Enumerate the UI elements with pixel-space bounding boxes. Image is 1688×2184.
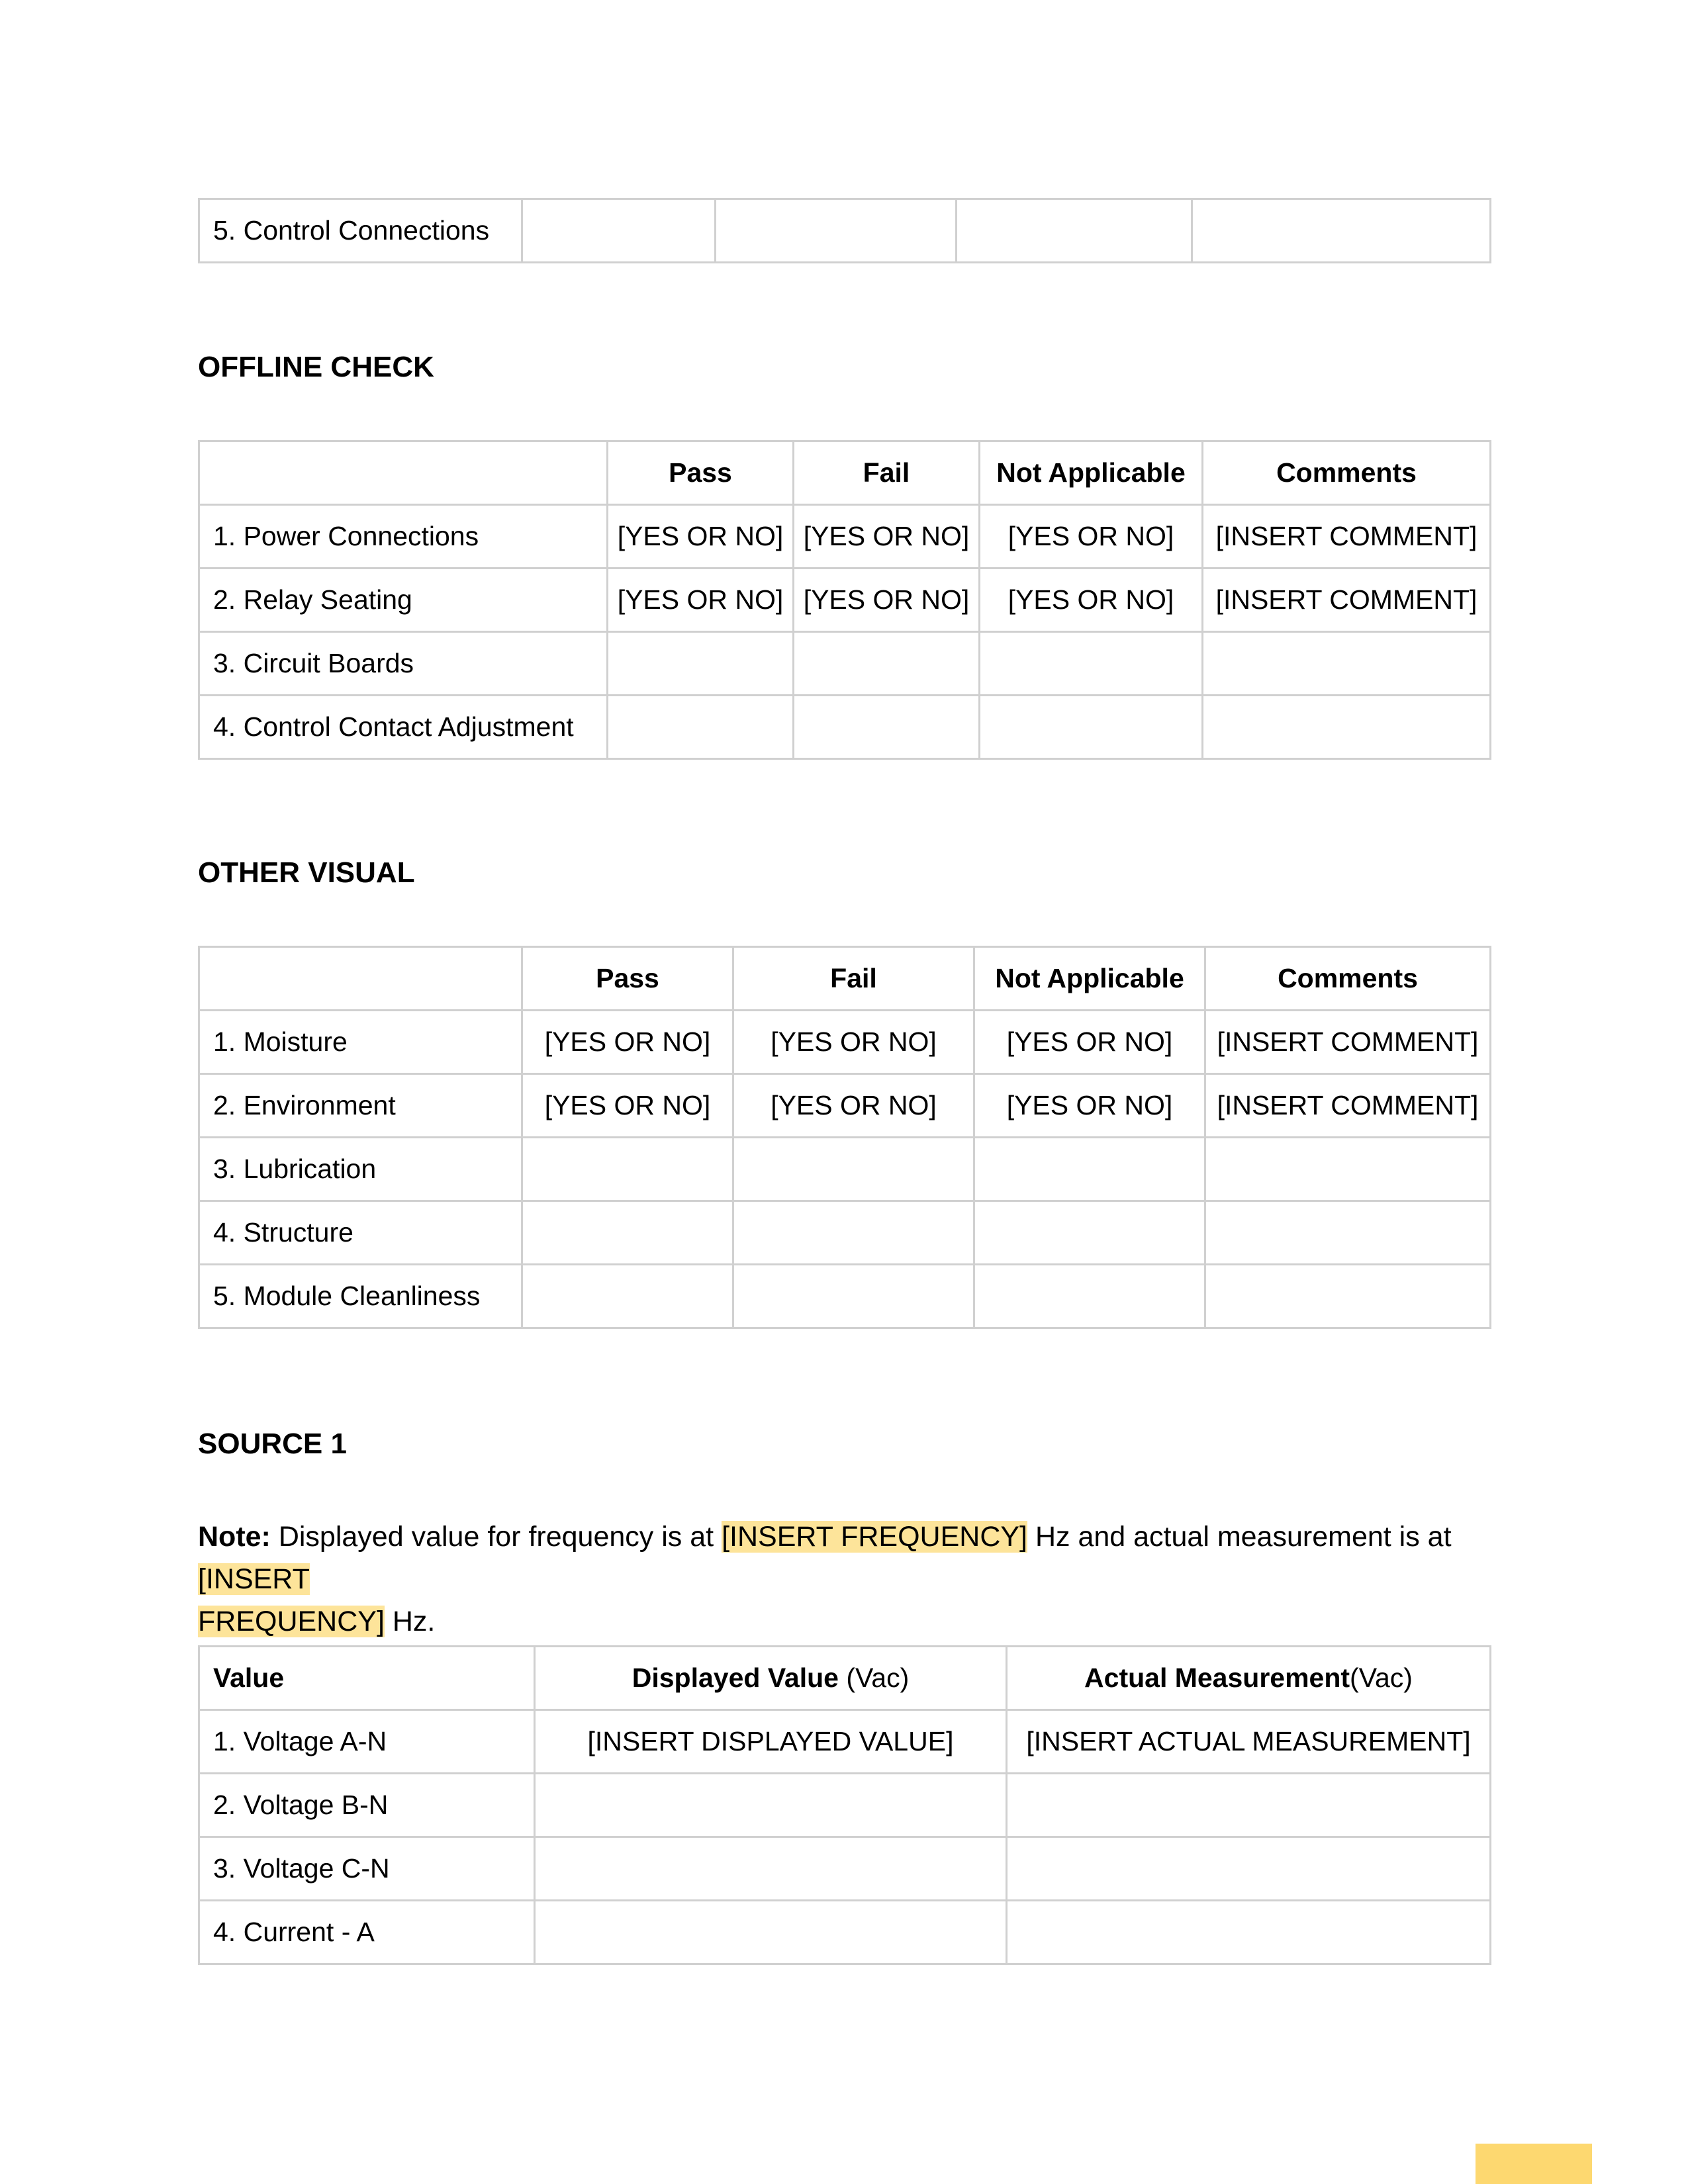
column-header-fail: Fail <box>733 947 974 1011</box>
table-row <box>199 1074 1491 1138</box>
control-connections-table <box>198 198 1489 263</box>
table-cell: [YES OR NO] <box>974 1011 1205 1074</box>
row-label: 5. Module Cleanliness <box>199 1265 522 1328</box>
table-cell <box>1203 696 1491 759</box>
table-cell <box>957 199 1192 263</box>
table-header-row <box>199 441 1491 505</box>
row-label: 2. Voltage B-N <box>199 1774 535 1837</box>
row-label: 2. Environment <box>199 1074 522 1138</box>
table-cell <box>733 1265 974 1328</box>
note-text: Hz and actual measurement is at <box>1027 1521 1452 1553</box>
row-label: 3. Voltage C-N <box>199 1837 535 1901</box>
table-cell <box>1192 199 1491 263</box>
frequency-placeholder: FREQUENCY] <box>198 1606 385 1637</box>
column-header-pass: Pass <box>522 947 733 1011</box>
row-label: 3. Circuit Boards <box>199 632 608 696</box>
table-cell <box>522 1201 733 1265</box>
column-header-fail: Fail <box>794 441 980 505</box>
table-cell <box>974 1265 1205 1328</box>
offline-check-table <box>198 440 1489 760</box>
table-cell: [YES OR NO] <box>522 1074 733 1138</box>
table-row <box>199 1710 1491 1774</box>
table-row <box>199 696 1491 759</box>
frequency-placeholder: [INSERT <box>198 1563 310 1595</box>
table-cell <box>1007 1901 1491 1964</box>
table-row <box>199 1265 1491 1328</box>
column-header-displayed-value: Displayed Value (Vac) <box>535 1647 1007 1710</box>
table-cell <box>794 632 980 696</box>
table-cell: [YES OR NO] <box>733 1011 974 1074</box>
table-cell: [INSERT ACTUAL MEASUREMENT] <box>1007 1710 1491 1774</box>
table-cell: [YES OR NO] <box>980 569 1203 632</box>
table-cell: [INSERT COMMENT] <box>1205 1074 1491 1138</box>
table-row <box>199 632 1491 696</box>
column-header-comments: Comments <box>1205 947 1491 1011</box>
table-cell <box>1205 1265 1491 1328</box>
column-header-actual-measurement: Actual Measurement(Vac) <box>1007 1647 1491 1710</box>
table-cell <box>1203 632 1491 696</box>
table-cell: [YES OR NO] <box>794 569 980 632</box>
table-header-row <box>199 947 1491 1011</box>
table-cell <box>733 1201 974 1265</box>
table-cell <box>1007 1774 1491 1837</box>
table-cell <box>535 1901 1007 1964</box>
table-row <box>199 1774 1491 1837</box>
column-header <box>199 441 608 505</box>
table-cell <box>1007 1837 1491 1901</box>
frequency-placeholder: [INSERT FREQUENCY] <box>722 1521 1027 1553</box>
column-header-value: Value <box>199 1647 535 1710</box>
table-cell <box>974 1201 1205 1265</box>
table-cell: [YES OR NO] <box>608 505 794 569</box>
row-label: 4. Current - A <box>199 1901 535 1964</box>
page-corner-tab <box>1476 2144 1592 2184</box>
other-visual-table <box>198 946 1489 1329</box>
table-cell <box>522 1265 733 1328</box>
table-cell: [INSERT COMMENT] <box>1205 1011 1491 1074</box>
offline-check-heading: OFFLINE CHECK <box>198 351 434 383</box>
table-cell <box>608 632 794 696</box>
row-label: 2. Relay Seating <box>199 569 608 632</box>
table-cell <box>522 1138 733 1201</box>
column-header <box>199 947 522 1011</box>
table-cell: [YES OR NO] <box>980 505 1203 569</box>
table-row <box>199 1011 1491 1074</box>
table-cell: [INSERT COMMENT] <box>1203 505 1491 569</box>
column-header-comments: Comments <box>1203 441 1491 505</box>
table-row <box>199 199 1491 263</box>
column-header-not-applicable: Not Applicable <box>974 947 1205 1011</box>
table-cell <box>608 696 794 759</box>
table-cell <box>716 199 957 263</box>
table-cell: [INSERT DISPLAYED VALUE] <box>535 1710 1007 1774</box>
row-label: 4. Control Contact Adjustment <box>199 696 608 759</box>
frequency-note <box>198 1516 1489 1643</box>
table-cell <box>535 1774 1007 1837</box>
source-1-table <box>198 1645 1489 1965</box>
table-cell: [YES OR NO] <box>733 1074 974 1138</box>
row-label: 1. Moisture <box>199 1011 522 1074</box>
table-cell <box>974 1138 1205 1201</box>
column-header-not-applicable: Not Applicable <box>980 441 1203 505</box>
table-row <box>199 569 1491 632</box>
table-cell: [YES OR NO] <box>794 505 980 569</box>
table-cell <box>535 1837 1007 1901</box>
note-label: Note: <box>198 1521 271 1553</box>
table-header-row <box>199 1647 1491 1710</box>
note-text: Hz. <box>384 1606 436 1637</box>
table-cell <box>1205 1201 1491 1265</box>
table-cell: [INSERT COMMENT] <box>1203 569 1491 632</box>
row-label: 1. Power Connections <box>199 505 608 569</box>
table-cell: [YES OR NO] <box>608 569 794 632</box>
source-1-heading: SOURCE 1 <box>198 1428 347 1460</box>
table-row <box>199 505 1491 569</box>
table-cell <box>1205 1138 1491 1201</box>
row-label: 4. Structure <box>199 1201 522 1265</box>
row-label: 5. Control Connections <box>199 199 522 263</box>
table-cell <box>522 199 716 263</box>
table-cell: [YES OR NO] <box>974 1074 1205 1138</box>
column-header-pass: Pass <box>608 441 794 505</box>
table-row <box>199 1901 1491 1964</box>
table-row <box>199 1138 1491 1201</box>
table-cell <box>733 1138 974 1201</box>
other-visual-heading: OTHER VISUAL <box>198 856 415 889</box>
table-cell <box>980 632 1203 696</box>
note-text: Displayed value for frequency is at <box>270 1521 722 1553</box>
table-row <box>199 1201 1491 1265</box>
table-row <box>199 1837 1491 1901</box>
row-label: 1. Voltage A-N <box>199 1710 535 1774</box>
table-cell <box>980 696 1203 759</box>
table-cell <box>794 696 980 759</box>
row-label: 3. Lubrication <box>199 1138 522 1201</box>
table-cell: [YES OR NO] <box>522 1011 733 1074</box>
